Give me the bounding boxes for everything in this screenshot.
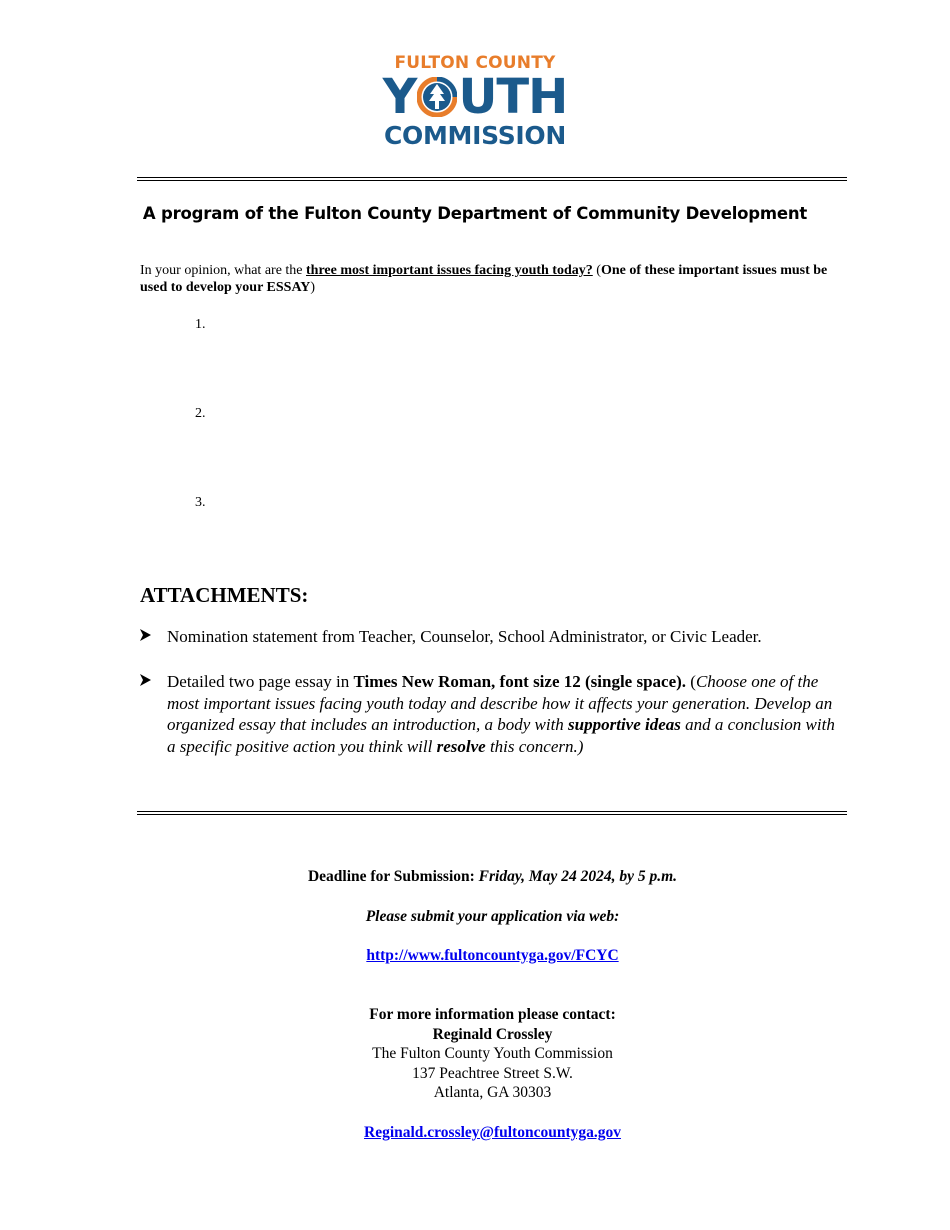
deadline-value: Friday, May 24 2024, by 5 p.m. [478,868,678,885]
paren-close: ) [310,280,316,295]
bottom-divider [137,811,847,815]
youth-commission-logo [0,54,950,150]
paren-open: ( [592,263,601,278]
submit-text: Please submit your application via web: [365,908,620,925]
contact-email-row [0,1123,950,1143]
nomination-text: Nomination statement from Teacher, Counselor, School Administrator, or Civic Leader. [167,627,762,646]
essay-text [167,671,840,757]
attachments-heading: ATTACHMENTS: [140,583,309,607]
submit-link-row [0,946,950,966]
contact-block [0,1005,950,1103]
submit-instruction [0,907,950,927]
arrowhead-bullet-icon [140,671,152,693]
essay-pre: Detailed two page essay in [167,672,354,691]
contact-org: The Fulton County Youth Commission [372,1045,613,1062]
logo-line-commission: COMMISSION [383,121,567,150]
arrowhead-bullet-icon [140,626,152,648]
application-web-link[interactable]: http://www.fultoncountyga.gov/FCYC [366,947,619,964]
contact-city: Atlanta, GA 30303 [433,1084,552,1101]
essay-font-spec: Times New Roman, font size 12 (single space). [353,672,687,691]
issue-number-3: 3. [195,495,206,510]
attachment-item-essay [140,671,840,757]
issues-question [140,262,840,296]
essay-instructions-1: Choose one of the most important issues facing youth today and describe how it affects your generation. Develop an organized essay that includes an introduction, a body with [167,672,833,734]
essay-instructions-3: this concern.) [485,736,584,756]
essay-paren: ( [686,672,696,691]
program-line: A program of the Fulton County Department of Community Development [142,204,808,223]
essay-instructions-2: and a conclusion with a specific positive action you think will [167,715,835,756]
logo-letters-uth: UTH [458,69,568,125]
deadline-label: Deadline for Submission: [307,868,479,885]
top-divider [137,177,847,181]
contact-heading: For more information please contact: [369,1006,616,1023]
contact-street: 137 Peachtree Street S.W. [412,1064,573,1082]
logo-letter-y: Y [382,69,417,125]
issue-number-2: 2. [195,406,206,421]
logo-line-youth [0,69,950,125]
question-emphasis: three most important issues facing youth today? [306,263,593,278]
deadline-line [0,867,950,887]
logo-line-fulton-county: FULTON COUNTY [394,53,556,73]
tree-in-circle-icon [417,77,457,117]
question-note: One of these important issues must be used to develop your ESSAY [140,263,828,295]
essay-supportive-ideas: supportive ideas [568,715,681,734]
essay-resolve: resolve [436,736,486,756]
contact-email-link[interactable]: Reginald.crossley@fultoncountyga.gov [364,1124,621,1141]
issue-number-1: 1. [195,317,206,332]
contact-name: Reginald Crossley [432,1025,553,1043]
question-intro: In your opinion, what are the [140,263,307,278]
attachment-item-nomination [140,626,840,648]
